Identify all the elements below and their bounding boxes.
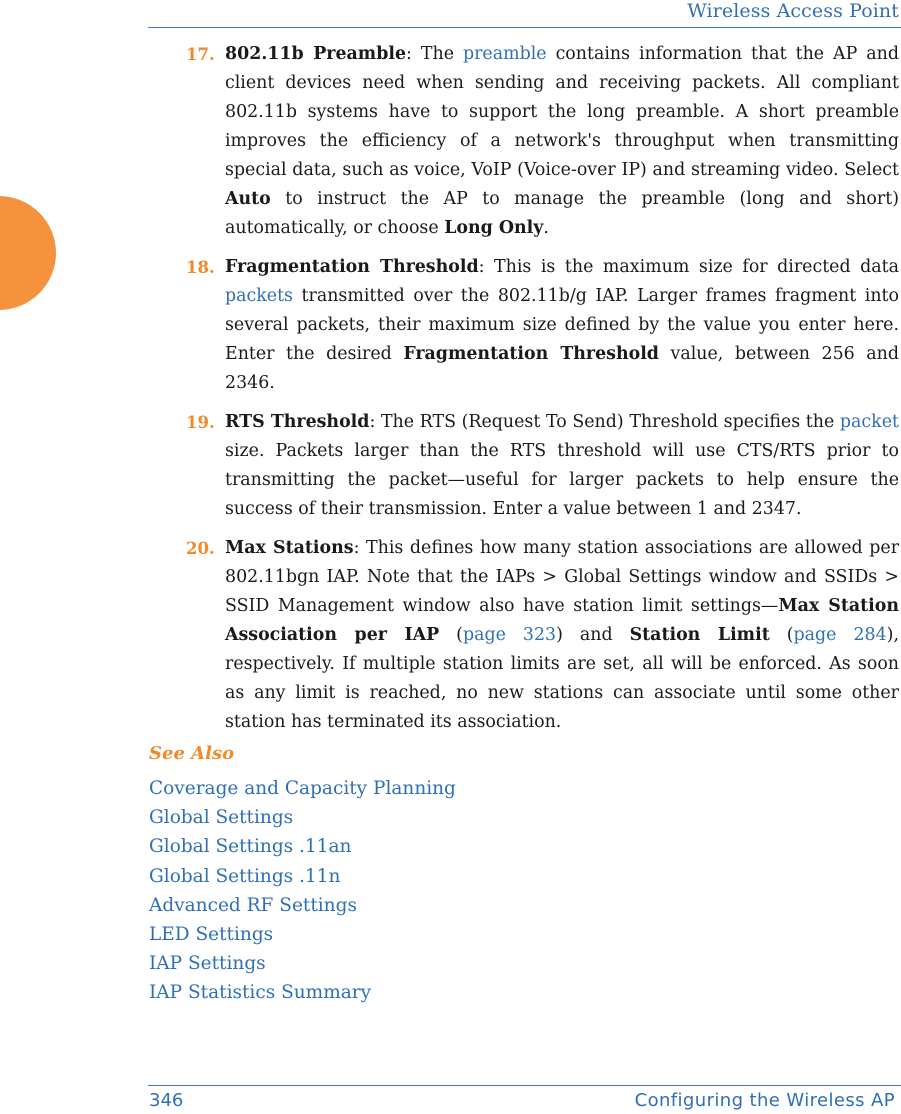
footer-divider xyxy=(148,1085,901,1086)
option-auto: Auto xyxy=(225,189,271,209)
see-also-title: See Also xyxy=(149,743,235,764)
step-text: to instruct the AP to manage the preamble (long and short) automatically, or choose xyxy=(225,189,899,238)
field-max-station-association: Max Station Association per IAP xyxy=(225,596,900,645)
page-link-323[interactable]: page 323 xyxy=(462,625,557,645)
see-also-link[interactable]: Global Settings .11n xyxy=(149,865,341,887)
step-text: ) and xyxy=(556,625,630,645)
step-text: value, between 256 and 2346. xyxy=(225,344,899,393)
step-text: : This is the maximum size for directed data xyxy=(478,257,900,277)
page-number: 346 xyxy=(149,1090,184,1111)
see-also-link[interactable]: Coverage and Capacity Planning xyxy=(149,778,456,799)
field-fragmentation-threshold: Fragmentation Threshold xyxy=(403,344,659,364)
header-divider xyxy=(148,27,901,28)
step-term: RTS Threshold xyxy=(225,412,370,432)
see-also-link[interactable]: Global Settings .11an xyxy=(149,836,352,858)
step-text: : The xyxy=(406,44,463,64)
running-header-title: Wireless Access Point xyxy=(687,0,899,22)
see-also-link[interactable]: Advanced RF Settings xyxy=(149,894,357,916)
step-18 xyxy=(148,253,899,398)
option-long-only: Long Only xyxy=(444,218,544,238)
step-19 xyxy=(148,408,899,524)
chapter-title: Configuring the Wireless AP xyxy=(634,1090,895,1111)
chapter-tab-marker xyxy=(0,196,56,310)
glossary-link-preamble[interactable]: preamble xyxy=(462,44,547,64)
step-text: contains information that the AP and client devices need when sending and receiving packets. All compliant 802.11b systems have to support the long preamble. A short preamble improves the efficiency of a network's throughput when transmitting special data, such as voice, VoIP (Voice-over IP) and streaming video. Select xyxy=(225,44,900,180)
page-link-284[interactable]: page 284 xyxy=(793,625,887,645)
field-station-limit: Station Limit xyxy=(629,625,770,645)
step-text: . xyxy=(543,218,549,238)
step-20 xyxy=(148,534,899,737)
step-term: Max Stations xyxy=(225,538,354,558)
glossary-link-packet[interactable]: packet xyxy=(839,412,899,432)
see-also-link[interactable]: Global Settings xyxy=(149,807,294,829)
step-text: size. Packets larger than the RTS threshold will use CTS/RTS prior to transmitting the packet—useful for larger packets to help ensure the success of their transmission. Enter a value between 1 and 2347. xyxy=(225,441,899,519)
step-term: Fragmentation Threshold xyxy=(225,257,479,277)
step-number: 18. xyxy=(186,258,215,277)
step-text: ( xyxy=(439,625,463,645)
step-number: 20. xyxy=(186,539,215,558)
see-also-link[interactable]: IAP Settings xyxy=(149,953,266,975)
step-term: 802.11b Preamble xyxy=(225,44,407,64)
step-text: transmitted over the 802.11b/g IAP. Larger frames fragment into several packets, their maximum size defined by the value you enter here. Enter the desired xyxy=(225,286,899,364)
see-also-link[interactable]: LED Settings xyxy=(149,924,274,946)
step-text: : This defines how many station associations are allowed per 802.11bgn IAP. Note that the IAPs > Global Settings window and SSIDs > SSID Management window also have station limit settings— xyxy=(225,538,900,616)
step-text: ( xyxy=(769,625,794,645)
step-text: : The RTS (Request To Send) Threshold specifies the xyxy=(369,412,840,432)
see-also-section xyxy=(149,742,456,1008)
step-number: 19. xyxy=(186,413,215,432)
see-also-link[interactable]: IAP Statistics Summary xyxy=(149,982,372,1004)
glossary-link-packets[interactable]: packets xyxy=(225,286,293,306)
steps-list xyxy=(148,40,899,747)
step-text: ), respectively. If multiple station limits are set, all will be enforced. As soon as any limit is reached, no new stations can associate until some other station has terminated its association. xyxy=(225,625,899,732)
step-number: 17. xyxy=(186,45,215,64)
step-17 xyxy=(148,40,899,243)
